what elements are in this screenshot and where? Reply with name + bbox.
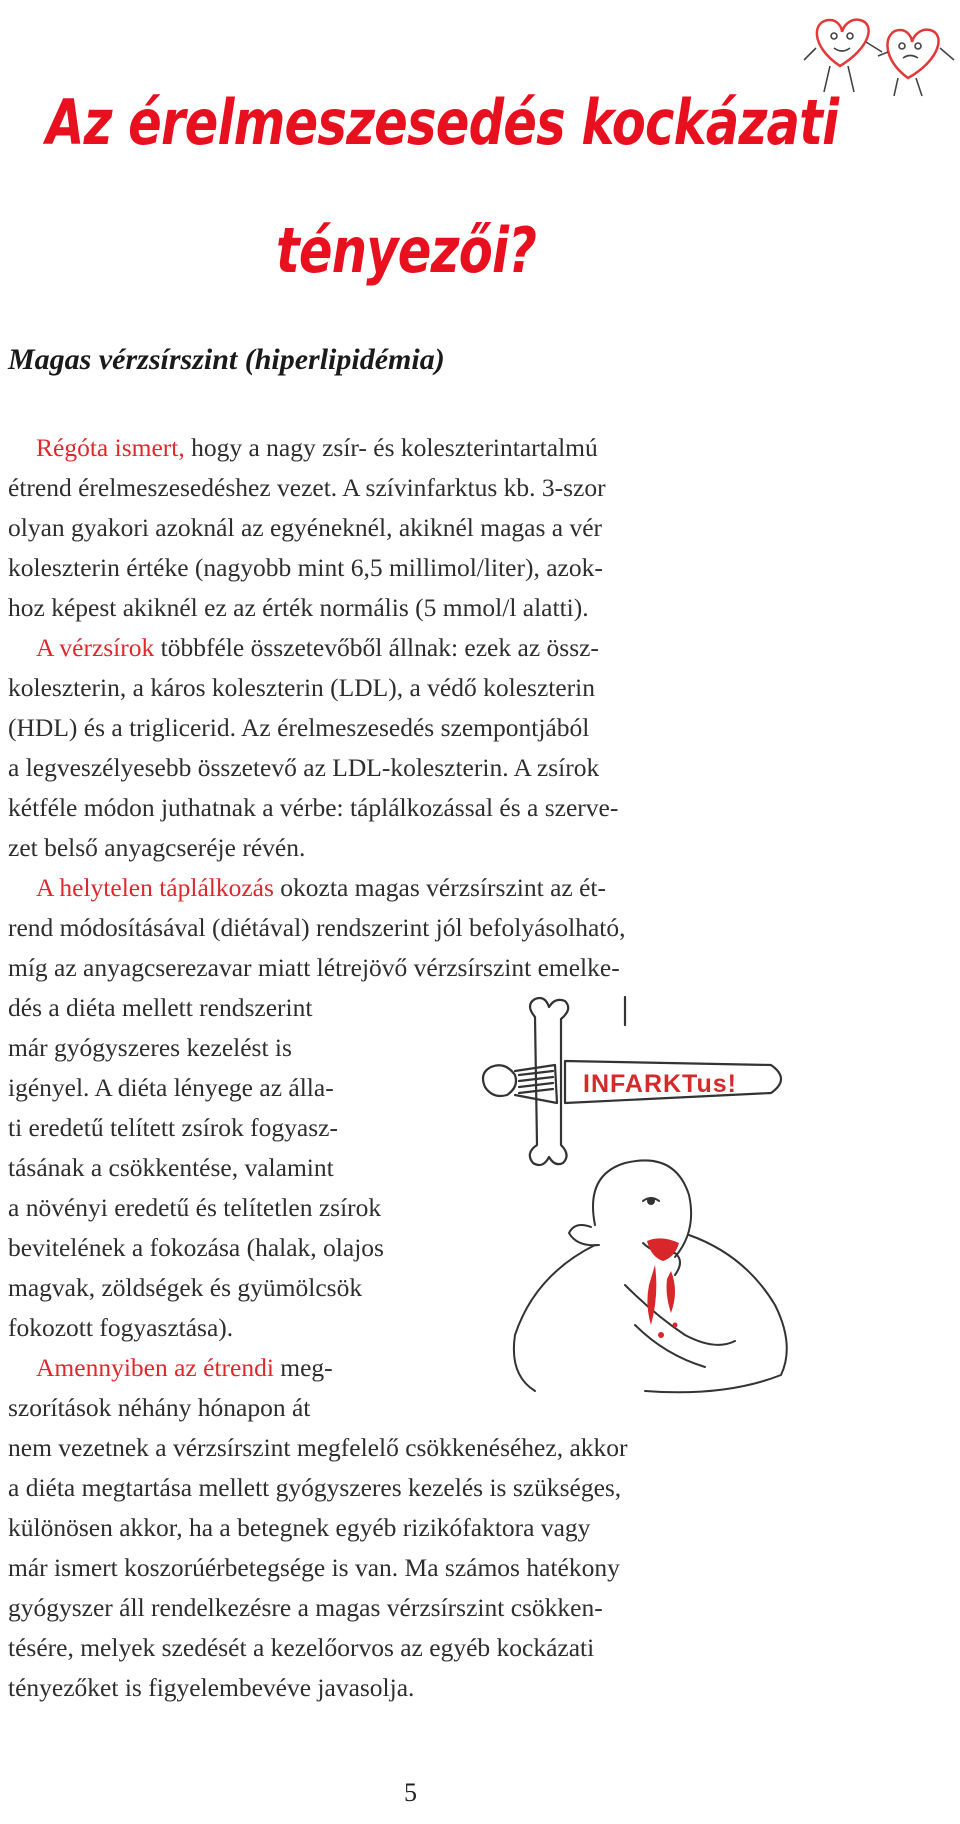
- paragraph-4-line: tésére, melyek szedését a kezelőorvos az egyéb kockázati: [8, 1633, 595, 1662]
- paragraph-2-line: (HDL) és a triglicerid. Az érelmeszesedés szempontjából: [8, 713, 590, 742]
- paragraph-2: [8, 628, 618, 868]
- paragraph-3-line: magvak, zöldségek és gyümölcsök: [8, 1273, 363, 1302]
- stabbed-man-cartoon-icon: [475, 995, 845, 1400]
- paragraph-3-line: a növényi eredetű és telítetlen zsírok: [8, 1193, 382, 1222]
- page-number: 5: [404, 1778, 417, 1807]
- paragraph-1-highlight: Régóta ismert,: [36, 433, 185, 462]
- paragraph-3-line: fokozott fogyasztása).: [8, 1313, 234, 1342]
- paragraph-2-line: többféle összetevőből állnak: ezek az össz-: [154, 633, 599, 662]
- paragraph-3-highlight: A helytelen táplálkozás: [36, 873, 274, 902]
- paragraph-3-line: dés a diéta mellett rendszerint: [8, 993, 313, 1022]
- paragraph-4-line: tényezőket is figyelembevéve javasolja.: [8, 1673, 415, 1702]
- paragraph-4-highlight: Amennyiben az étrendi: [36, 1353, 274, 1382]
- dagger-text: INFARKTus!: [583, 1070, 737, 1098]
- paragraph-2-highlight: A vérzsírok: [36, 633, 155, 662]
- paragraph-2-line: a legveszélyesebb összetevő az LDL-koleszterin. A zsírok: [8, 753, 600, 782]
- paragraph-4-line: különösen akkor, ha a betegnek egyéb rizikófaktora vagy: [8, 1513, 591, 1542]
- paragraph-1-line: hogy a nagy zsír- és koleszterintartalmú: [184, 433, 598, 462]
- paragraph-1-line: koleszterin értéke (nagyobb mint 6,5 millimol/liter), azok-: [8, 553, 603, 582]
- section-subtitle: Magas vérzsírszint (hiperlipidémia): [8, 343, 445, 376]
- page-title-line-1: Az érelmeszesedés kockázati: [46, 86, 839, 159]
- paragraph-4-line: nem vezetnek a vérzsírszint megfelelő csökkenéséhez, akkor: [8, 1433, 628, 1462]
- paragraph-4-line: már ismert koszorúérbetegsége is van. Ma számos hatékony: [8, 1553, 620, 1582]
- paragraph-1-line: hoz képest akiknél ez az érték normális (5 mmol/l alatti).: [8, 593, 589, 622]
- paragraph-1: [8, 428, 606, 628]
- paragraph-1-line: étrend érelmeszesedéshez vezet. A szívinfarktus kb. 3-szor: [8, 473, 606, 502]
- paragraph-4-line: szorítások néhány hónapon át: [8, 1393, 311, 1422]
- paragraph-3-line: okozta magas vérzsírszint az ét-: [273, 873, 606, 902]
- paragraph-4: [8, 1348, 628, 1708]
- paragraph-2-line: zet belső anyagcseréje révén.: [8, 833, 306, 862]
- paragraph-3-line: ti eredetű telített zsírok fogyasz-: [8, 1113, 338, 1142]
- paragraph-2-line: koleszterin, a káros koleszterin (LDL), a védő koleszterin: [8, 673, 595, 702]
- paragraph-3-line: bevitelének a fokozása (halak, olajos: [8, 1233, 384, 1262]
- paragraph-3-line: rend módosításával (diétával) rendszerint jól befolyásolható,: [8, 913, 626, 942]
- paragraph-4-line: gyógyszer áll rendelkezésre a magas vérzsírszint csökken-: [8, 1593, 603, 1622]
- paragraph-3-line: míg az anyagcserezavar miatt létrejövő vérzsírszint emelke-: [8, 953, 620, 982]
- paragraph-1-line: olyan gyakori azoknál az egyéneknél, akiknél magas a vér: [8, 513, 603, 542]
- paragraph-4-line: a diéta megtartása mellett gyógyszeres kezelés is szükséges,: [8, 1473, 622, 1502]
- paragraph-3-line: tásának a csökkentése, valamint: [8, 1153, 334, 1182]
- paragraph-2-line: kétféle módon juthatnak a vérbe: táplálkozással és a szerve-: [8, 793, 619, 822]
- paragraph-3-line: igényel. A diéta lényege az álla-: [8, 1073, 334, 1102]
- paragraph-3-line: már gyógyszeres kezelést is: [8, 1033, 292, 1062]
- page-title-line-2: tényezői?: [276, 214, 537, 287]
- paragraph-4-line: meg-: [273, 1353, 333, 1382]
